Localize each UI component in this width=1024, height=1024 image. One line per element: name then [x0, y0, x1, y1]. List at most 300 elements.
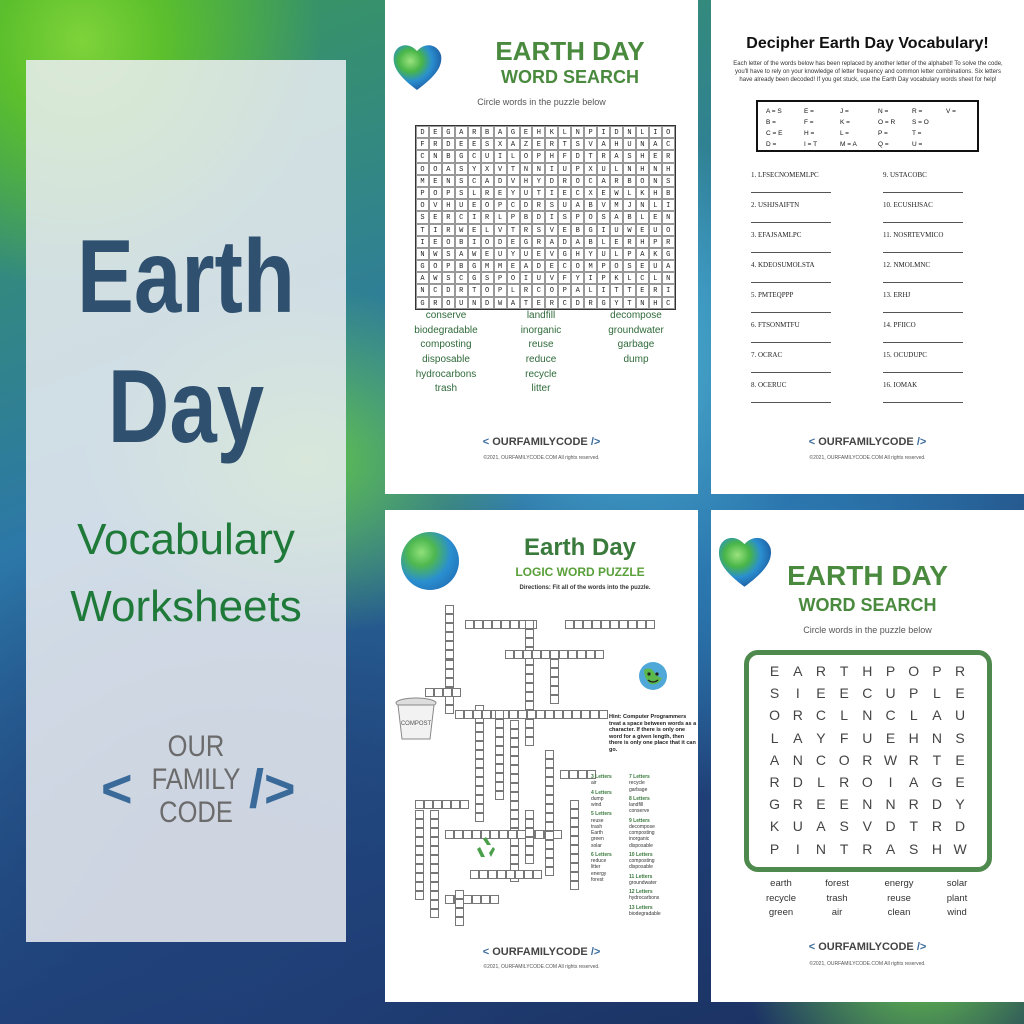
grid-letter: E — [558, 224, 571, 236]
legend-word: green — [591, 836, 604, 843]
grid-letter: E — [532, 248, 545, 260]
crossword-cell — [475, 750, 484, 759]
grid-letter: A — [636, 248, 649, 260]
legend-word: wind — [591, 802, 602, 808]
cipher-clue: 5. PMTEQPPP — [751, 291, 794, 299]
grid-letter: E — [481, 248, 494, 260]
grid-letter: E — [532, 138, 545, 150]
grid-letter: U — [597, 163, 610, 175]
crossword-cell — [532, 650, 541, 659]
legend-word: dump — [591, 795, 604, 802]
grid-letter: D — [520, 199, 533, 211]
grid-letter: G — [931, 773, 943, 790]
crossword-cell — [514, 650, 523, 659]
grid-letter: G — [507, 126, 520, 138]
grid-letter: N — [792, 751, 803, 768]
crossword-cell — [475, 723, 484, 732]
grid-letter: W — [883, 751, 898, 768]
grid-letter: P — [597, 272, 610, 284]
answer-line — [883, 312, 963, 313]
grid-letter: A — [597, 138, 610, 150]
grid-letter: L — [597, 236, 610, 248]
grid-letter: N — [571, 126, 584, 138]
instructions: Circle words in the puzzle below — [477, 97, 606, 107]
grid-letter: N — [815, 840, 827, 857]
crossword-cell — [525, 719, 534, 728]
grid-letter: I — [468, 211, 481, 223]
crossword-cell — [430, 891, 439, 900]
crossword-cell — [430, 828, 439, 837]
key-col-3: J = K = L = M = A — [840, 108, 857, 148]
heart-globe-icon — [390, 38, 445, 93]
crossword-cell — [590, 710, 599, 719]
cipher-key-box — [756, 100, 979, 152]
grid-letter: R — [520, 224, 533, 236]
grid-letter: I — [545, 211, 558, 223]
grid-letter: N — [662, 211, 675, 223]
grid-letter: T — [932, 751, 942, 768]
legend-word: recycle — [629, 780, 645, 787]
grid-letter: R — [532, 236, 545, 248]
crossword-cell — [583, 620, 592, 629]
grid-letter: H — [636, 163, 649, 175]
grid-letter: U — [885, 685, 896, 702]
grid-letter: C — [571, 187, 584, 199]
legend-word: disposable — [629, 864, 653, 871]
cipher-clue: 13. ERHJ — [883, 291, 911, 299]
grid-letter: E — [520, 126, 533, 138]
grid-letter: A — [816, 818, 826, 835]
grid-letter: O — [442, 236, 455, 248]
page-title: EARTH DAY — [495, 36, 645, 66]
legend-word: disposable — [629, 842, 653, 849]
grid-letter: R — [532, 199, 545, 211]
grid-letter: I — [662, 284, 675, 296]
word-list-item: conserve — [425, 310, 467, 321]
word-list-col1 — [751, 879, 811, 923]
word-list-col2 — [495, 311, 587, 399]
grid-letter: T — [507, 224, 520, 236]
word-list-item: hydrocarbons — [415, 368, 477, 380]
word-list-col2 — [807, 879, 867, 923]
crossword-cell — [430, 864, 439, 873]
crossword-cell — [445, 669, 454, 678]
crossword-cell — [545, 840, 554, 849]
grid-letter: G — [455, 150, 468, 162]
recycle-icon — [473, 835, 499, 861]
grid-letter: C — [416, 150, 429, 162]
word-list-item: disposable — [422, 354, 470, 366]
grid-letter: H — [649, 187, 662, 199]
crossword-cell — [525, 701, 534, 710]
crossword-cell — [541, 650, 550, 659]
grid-letter: S — [955, 729, 965, 746]
cipher-clue: 10. ECUSHJSAC — [883, 201, 933, 209]
crossword-cell — [509, 710, 518, 719]
grid-letter: R — [429, 297, 442, 309]
grid-letter: P — [649, 236, 662, 248]
grid-letter: T — [839, 840, 849, 857]
grid-letter: A — [662, 260, 675, 272]
answer-line — [883, 282, 963, 283]
legend-heading: 8 Letters — [629, 795, 650, 802]
crossword-cell — [570, 809, 579, 818]
crossword-cell — [527, 710, 536, 719]
grid-letter: R — [955, 663, 966, 679]
grid-letter: A — [571, 236, 584, 248]
legend-word: reuse — [591, 817, 604, 824]
answer-line — [751, 402, 831, 403]
crossword-cell — [455, 917, 464, 926]
grid-letter: N — [623, 163, 636, 175]
grid-letter: R — [429, 138, 442, 150]
grid-letter: E — [468, 199, 481, 211]
grid-letter: R — [769, 773, 780, 790]
crossword-cell — [595, 650, 604, 659]
crossword-cell — [550, 695, 559, 704]
crossword-cell — [495, 737, 504, 746]
crossword-cell — [445, 660, 454, 669]
crossword-cell — [525, 674, 534, 683]
grid-letter: S — [455, 187, 468, 199]
crossword-cell — [445, 895, 454, 904]
word-list-item: inorganic — [520, 324, 562, 336]
grid-letter: N — [532, 163, 545, 175]
legend-word: trash — [591, 823, 603, 830]
crossword-cell — [415, 891, 424, 900]
grid-letter: R — [662, 236, 675, 248]
grid-letter: E — [597, 187, 610, 199]
grid-letter: A — [455, 126, 468, 138]
grid-letter: U — [955, 707, 966, 724]
crossword-cell — [475, 786, 484, 795]
grid-letter: A — [769, 751, 780, 768]
crossword-cell — [455, 710, 464, 719]
grid-letter: D — [442, 138, 455, 150]
grid-letter: A — [507, 297, 520, 309]
grid-letter: S — [442, 272, 455, 284]
grid-letter: S — [769, 685, 780, 702]
grid-letter: S — [623, 260, 636, 272]
crossword-cell — [495, 710, 504, 719]
grid-letter: Y — [468, 163, 481, 175]
grid-letter: H — [520, 175, 533, 187]
word-list-item: solar — [946, 878, 968, 889]
crossword-cell — [550, 659, 559, 668]
crossword-cell — [495, 719, 504, 728]
grid-letter: P — [885, 663, 896, 679]
crossword-cell — [430, 819, 439, 828]
grid-letter: T — [623, 297, 636, 309]
legend-word: groundwater — [629, 879, 657, 886]
grid-letter: L — [649, 199, 662, 211]
crossword-cell — [445, 632, 454, 641]
word-list-item: garbage — [617, 339, 655, 351]
grid-letter: R — [623, 236, 636, 248]
grid-letter: F — [839, 729, 849, 746]
crossword-cell — [499, 830, 508, 839]
crossword-cell — [510, 810, 519, 819]
word-list-item: wind — [947, 907, 967, 918]
crossword-cell — [472, 895, 481, 904]
grid-letter: M — [481, 260, 494, 272]
grid-letter: O — [908, 663, 920, 679]
grid-letter: U — [623, 138, 636, 150]
copyright: ©2021, OURFAMILYCODE.COM All rights reserved. — [483, 964, 600, 970]
grid-letter: S — [455, 163, 468, 175]
grid-letter: R — [815, 663, 827, 679]
grid-letter: P — [623, 248, 636, 260]
grid-letter: R — [545, 138, 558, 150]
grid-letter: E — [649, 150, 662, 162]
grid-letter: N — [931, 729, 942, 746]
crossword-cell — [545, 710, 554, 719]
grid-letter: C — [455, 272, 468, 284]
grid-letter: L — [909, 707, 918, 724]
legend-heading: 9 Letters — [629, 817, 650, 824]
logo-left-bracket-icon: < — [101, 759, 133, 819]
legend-heading: 4 Letters — [591, 789, 612, 796]
crossword-cell — [442, 800, 451, 809]
crossword-cell — [510, 801, 519, 810]
crossword-cell — [550, 677, 559, 686]
grid-letter: O — [571, 260, 584, 272]
grid-letter: H — [442, 199, 455, 211]
crossword-cell — [570, 800, 579, 809]
grid-letter: I — [416, 236, 429, 248]
grid-letter: B — [442, 150, 455, 162]
grid-letter: R — [584, 297, 597, 309]
our-family-code-logo — [101, 730, 296, 832]
crossword-cell — [483, 620, 492, 629]
grid-letter: V — [429, 199, 442, 211]
crossword-cell — [445, 696, 454, 705]
answer-line — [751, 222, 831, 223]
grid-letter: O — [769, 707, 781, 724]
worksheet-word-search-simple — [711, 510, 1024, 1002]
crossword-cell — [563, 710, 572, 719]
grid-letter: O — [481, 284, 494, 296]
grid-letter: V — [584, 138, 597, 150]
word-list-item: dump — [623, 354, 649, 366]
crossword-cell — [565, 620, 574, 629]
grid-letter: W — [468, 248, 481, 260]
grid-letter: I — [468, 236, 481, 248]
word-list-item: reduce — [525, 354, 557, 366]
grid-letter: T — [909, 818, 918, 835]
legend-word: decompose — [629, 823, 655, 830]
grid-letter: R — [520, 284, 533, 296]
crossword-cell — [572, 710, 581, 719]
crossword-cell — [445, 614, 454, 623]
grid-letter: L — [610, 248, 623, 260]
answer-line — [883, 222, 963, 223]
grid-letter: S — [532, 224, 545, 236]
word-list-item: litter — [531, 383, 551, 395]
grid-letter: V — [507, 175, 520, 187]
legend-word: hydrocarbons — [629, 895, 660, 902]
grid-letter: I — [545, 187, 558, 199]
grid-letter: P — [932, 663, 942, 679]
grid-letter: L — [481, 224, 494, 236]
legend-word: composting — [629, 830, 655, 836]
grid-letter: F — [558, 150, 571, 162]
grid-letter: S — [623, 150, 636, 162]
grid-letter: P — [558, 284, 571, 296]
compost-bin-label: COMPOST — [400, 721, 432, 727]
copyright: ©2021, OURFAMILYCODE.COM All rights reserved. — [483, 455, 600, 461]
crossword-cell — [637, 620, 646, 629]
crossword-cell — [525, 692, 534, 701]
crossword-cell — [570, 827, 579, 836]
crossword-cell — [463, 830, 472, 839]
grid-letter: H — [662, 163, 675, 175]
crossword-cell — [525, 846, 534, 855]
crossword-cell — [424, 800, 433, 809]
footer-brand: < OURFAMILYCODE /> — [808, 436, 927, 448]
crossword-cell — [415, 800, 424, 809]
grid-letter: X — [584, 163, 597, 175]
grid-letter: R — [481, 187, 494, 199]
crossword-cell — [495, 746, 504, 755]
grid-letter: E — [468, 138, 481, 150]
grid-letter: U — [597, 248, 610, 260]
crossword-cell — [577, 650, 586, 659]
crossword-cell — [474, 620, 483, 629]
logo-line-family: FAMILY — [151, 763, 241, 796]
grid-letter: E — [429, 126, 442, 138]
grid-letter: I — [584, 272, 597, 284]
grid-letter: B — [662, 187, 675, 199]
word-list-col3 — [869, 879, 929, 923]
grid-letter: U — [649, 224, 662, 236]
grid-letter: R — [931, 818, 942, 835]
cipher-clue: 6. FTSONMTFU — [751, 321, 800, 329]
word-list-item: forest — [825, 878, 849, 889]
legend-heading: 11 Letters — [629, 873, 653, 880]
crossword-cell — [510, 855, 519, 864]
crossword-cell — [510, 720, 519, 729]
crossword-cell — [445, 705, 454, 714]
grid-letter: E — [429, 236, 442, 248]
crossword-cell — [570, 854, 579, 863]
grid-letter: A — [520, 260, 533, 272]
footer-brand: < OURFAMILYCODE /> — [482, 946, 601, 958]
grid-letter: F — [558, 272, 571, 284]
worksheet-word-search — [385, 0, 698, 494]
grid-letter: O — [636, 175, 649, 187]
crossword-cell — [445, 605, 454, 614]
crossword-cell — [495, 791, 504, 800]
grid-letter: G — [416, 260, 429, 272]
grid-letter: E — [955, 685, 965, 702]
crossword-cell — [581, 710, 590, 719]
grid-letter: C — [532, 284, 545, 296]
crossword-cell — [545, 867, 554, 876]
grid-letter: A — [909, 773, 919, 790]
legend-heading: 6 Letters — [591, 851, 612, 858]
crossword-cell — [495, 728, 504, 737]
grid-letter: G — [769, 796, 781, 813]
directions: Directions: Fit all of the words into the puzzle. — [519, 585, 651, 591]
grid-letter: H — [908, 729, 919, 746]
grid-letter: R — [610, 175, 623, 187]
grid-letter: H — [636, 150, 649, 162]
grid-letter: R — [442, 211, 455, 223]
cover-title-earth: Earth — [77, 219, 295, 335]
grid-letter: Z — [520, 138, 533, 150]
grid-letter: I — [888, 773, 893, 790]
logo-right-slash-icon: /> — [249, 759, 296, 819]
grid-letter: O — [838, 751, 850, 768]
crossword-cell — [505, 650, 514, 659]
logo-line-our: OUR — [167, 730, 225, 763]
grid-letter: H — [862, 663, 873, 679]
grid-letter: G — [468, 272, 481, 284]
grid-letter: S — [481, 272, 494, 284]
grid-letter: L — [636, 126, 649, 138]
crossword-cell — [525, 810, 534, 819]
crossword-cell — [443, 688, 452, 697]
cover-panel — [26, 60, 346, 942]
grid-letter: D — [571, 150, 584, 162]
answer-line — [751, 252, 831, 253]
cipher-clue: 4. KDEOSUMOLSTA — [751, 261, 815, 269]
cover-subtitle-worksheets: Worksheets — [70, 582, 302, 631]
grid-letter: O — [610, 260, 623, 272]
crossword-cell — [525, 638, 534, 647]
crossword-cell — [455, 890, 464, 899]
crossword-cell — [570, 881, 579, 890]
grid-letter: G — [468, 260, 481, 272]
grid-letter: X — [584, 187, 597, 199]
grid-letter: C — [662, 138, 675, 150]
grid-letter: D — [955, 818, 966, 835]
crossword-cell — [495, 773, 504, 782]
grid-letter: R — [558, 175, 571, 187]
grid-letter: E — [955, 773, 965, 790]
grid-letter: S — [442, 248, 455, 260]
crossword-cell — [525, 837, 534, 846]
key-col-6: V = — [946, 108, 956, 115]
grid-letter: P — [584, 126, 597, 138]
cipher-clue: 3. EFAJSAMLPC — [751, 231, 802, 239]
crossword-cell — [545, 759, 554, 768]
grid-letter: V — [545, 248, 558, 260]
grid-letter: U — [649, 260, 662, 272]
crossword-cell — [525, 665, 534, 674]
crossword-cell — [463, 895, 472, 904]
crossword-cell — [510, 620, 519, 629]
instructions: Each letter of the words below has been replaced by another letter of the alphabet! To solve the code, you'll have to rely on your knowledge of letter frequency and common letter combinations. Six letters have already been decoded! If you get stuck, use the Earth Day vocabulary words sheet for help! — [733, 61, 1003, 84]
grid-letter: E — [955, 751, 965, 768]
grid-letter: P — [532, 150, 545, 162]
word-list-item: groundwater — [608, 324, 664, 336]
crossword-cell — [646, 620, 655, 629]
legend-heading: 7 Letters — [629, 774, 650, 780]
crossword-cell — [495, 755, 504, 764]
grid-letter: N — [862, 796, 873, 813]
crossword-cell — [430, 900, 439, 909]
word-list-item: trash — [826, 892, 848, 904]
grid-letter: R — [662, 150, 675, 162]
grid-letter: U — [610, 224, 623, 236]
grid-letter: B — [455, 260, 468, 272]
grid-letter: O — [429, 187, 442, 199]
crossword-cell — [430, 846, 439, 855]
crossword-cell — [475, 795, 484, 804]
grid-letter: P — [769, 840, 780, 857]
